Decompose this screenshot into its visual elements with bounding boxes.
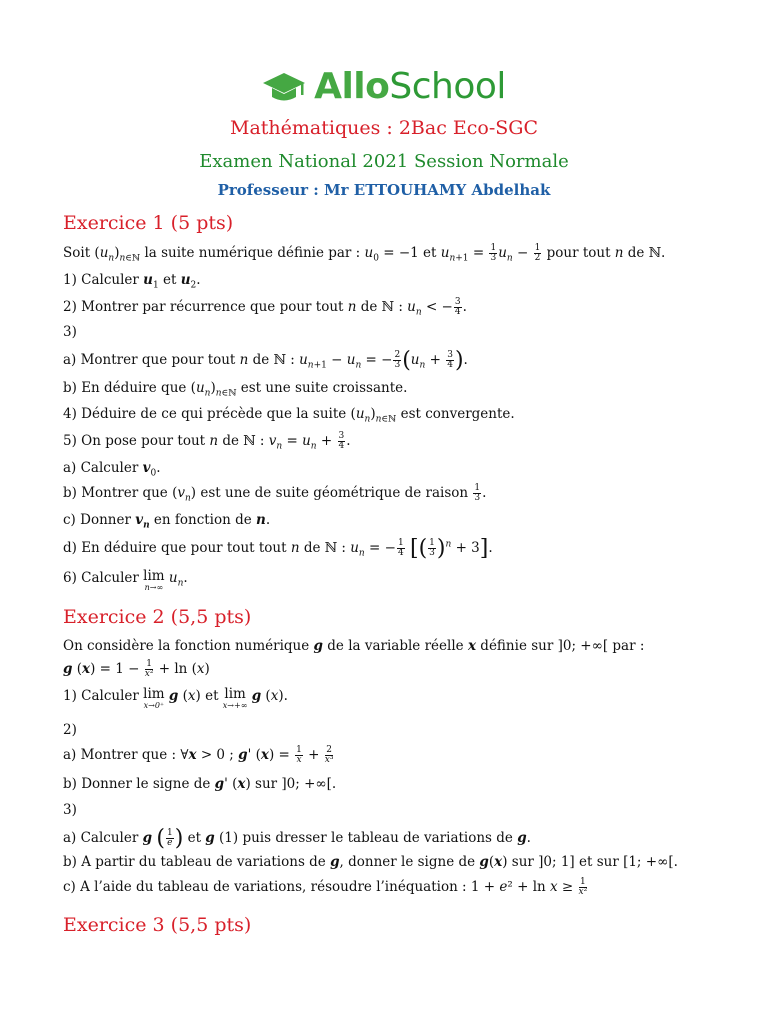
ex2-q2a: a) Montrer que : ∀x > 0 ; g' (x) = $\frac{1}{x}$ + $\frac{2}{\text{x³}}$	[63, 745, 334, 765]
brand-school: School	[389, 66, 506, 107]
ex2-q2b: b) Donner le signe de g' (x) sur ]0; +∞[.	[63, 776, 337, 792]
brand-allo: Allo	[314, 66, 390, 107]
ex1-q3a: a) Montrer que pour tout n de ℕ : $u_{n+1} - u_n$ = − $\frac{2}{3}$ ($u_n$ + $\frac{3}{4}$ ).	[63, 348, 468, 373]
ex1-q5a: a) Calculer $v_0$.	[63, 460, 161, 479]
subject-title: Mathématiques : 2Bac Eco-SGC	[230, 117, 538, 139]
ex1-q5b: b) Montrer que $(v_n)$ est une de suite géométrique de raison $\frac{1}{3}$ .	[63, 483, 487, 504]
ex1-q5d: d) En déduire que pour tout tout n de ℕ : $u_n$ = − $\frac{1}{4}$ [( $\frac{1}{3}$ )$^n$ + 3].	[63, 536, 493, 561]
ex1-q5c: c) Donner $v_n$ en fonction de n.	[63, 512, 271, 531]
ex2-intro: On considère la fonction numérique g de la variable réelle x définie sur ]0; +∞[ par :	[63, 638, 645, 654]
ex1-q5: 5) On pose pour tout n de ℕ : $v_n = u_n$ + $\frac{3}{4}$ .	[63, 431, 351, 452]
ex1-q4: 4) Déduire de ce qui précède que la suite $(u_n)_{n\in ℕ}$ est convergente.	[63, 406, 515, 425]
ex2-q3c: c) A l’aide du tableau de variations, résoudre l’inéquation : 1 + e² + ln x ≥ $\frac{1}{\text{x²}}$	[63, 877, 588, 897]
ex1-q1: 1) Calculer $u_1$ et $u_2$.	[63, 272, 201, 291]
exercise-3-title: Exercice 3 (5,5 pts)	[63, 914, 252, 936]
ex2-q1: 1) Calculer lim x→0⁺ g (x) et lim x→+∞ g (x).	[63, 686, 288, 710]
ex1-statement: Soit $(u_n)_{n\in ℕ}$ la suite numérique définie par : $u_0 = -1$ et $u_{n+1}$ = $\frac{1}{3}$ $u_n$ − $\frac{1}{2}$ pour tout n de ℕ.	[63, 243, 666, 264]
ex2-q3b: b) A partir du tableau de variations de g, donner le signe de g(x) sur ]0; 1] et sur [1; +∞[.	[63, 854, 678, 870]
ex2-function-def: g (x) = 1 − $\frac{1}{\text{x²}}$ + ln (x)	[63, 659, 210, 679]
professor-name: Professeur : Mr ETTOUHAMY Abdelhak	[217, 181, 551, 199]
exercise-2-title: Exercice 2 (5,5 pts)	[63, 606, 252, 628]
ex1-q3: 3)	[63, 324, 77, 340]
ex1-q3b: b) En déduire que $(u_n)_{n\in ℕ}$ est une suite croissante.	[63, 380, 408, 399]
ex1-q6: 6) Calculer lim n→∞ $u_n$.	[63, 568, 188, 592]
alloschool-logo	[0, 66, 768, 107]
ex2-q3a: a) Calculer g ( $\frac{1}{e}$ ) et g (1) puis dresser le tableau de variations de g.	[63, 826, 531, 851]
exercise-1-title: Exercice 1 (5 pts)	[63, 212, 234, 234]
ex2-q2: 2)	[63, 722, 77, 738]
exam-title: Examen National 2021 Session Normale	[199, 151, 569, 172]
ex1-q2: 2) Montrer par récurrence que pour tout n de ℕ : $u_n$ < − $\frac{3}{4}$ .	[63, 297, 467, 318]
graduation-cap-icon	[262, 70, 306, 104]
ex2-q3: 3)	[63, 802, 77, 818]
